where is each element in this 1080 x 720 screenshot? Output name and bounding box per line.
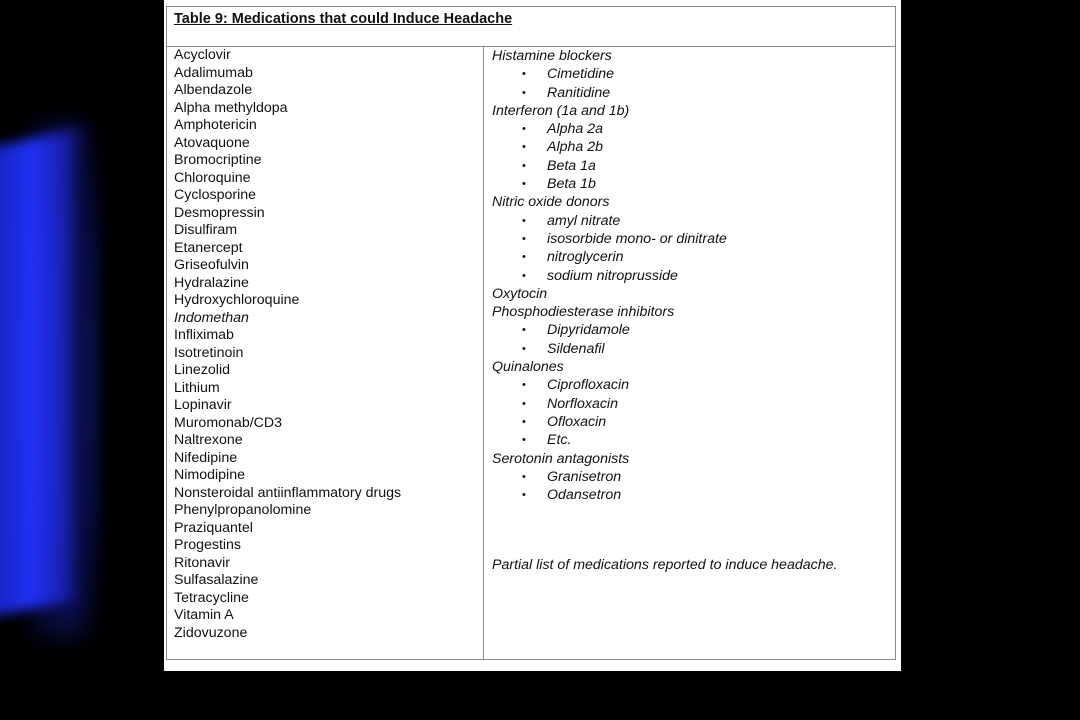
drug-item: Desmopressin	[174, 204, 265, 221]
drug-subitem	[492, 248, 892, 266]
drug-item: Sulfasalazine	[174, 572, 259, 588]
bullet-icon: •	[522, 379, 526, 392]
bullet-icon: •	[522, 86, 526, 99]
column-divider	[483, 47, 484, 659]
drug-subitem	[492, 431, 892, 449]
drug-item: Indomethan	[174, 309, 249, 326]
drug-category: Interferon (1a and 1b)	[492, 102, 630, 119]
table-note: Partial list of medications reported to induce headache.	[492, 557, 838, 573]
drug-subitem	[492, 84, 892, 102]
drug-subitem-label: Beta 1a	[547, 157, 596, 174]
drug-item: Infliximab	[174, 327, 234, 343]
drug-item: Chloroquine	[174, 169, 251, 186]
drug-item: Lopinavir	[174, 397, 232, 413]
drug-subitem	[492, 486, 892, 504]
bullet-icon: •	[522, 214, 526, 227]
drug-subitem	[492, 376, 892, 394]
drug-item: Vitamin A	[174, 607, 234, 623]
bullet-icon: •	[522, 232, 526, 245]
bullet-icon: •	[522, 415, 526, 428]
drug-category: Oxytocin	[492, 285, 548, 302]
drug-subitem-label: Dipyridamole	[547, 322, 630, 339]
drug-subitem	[492, 212, 892, 230]
drug-subitem-label: isosorbide mono- or dinitrate	[547, 230, 727, 247]
drug-subitem	[492, 157, 892, 175]
bullet-icon: •	[522, 141, 526, 154]
drug-subitem-label: sodium nitroprusside	[547, 267, 678, 284]
drug-item: Albendazole	[174, 82, 253, 98]
drug-item: Lithium	[174, 379, 220, 396]
bullet-icon: •	[522, 342, 526, 355]
drug-subitem	[492, 138, 892, 156]
bullet-icon: •	[522, 123, 526, 136]
drug-subitem	[492, 340, 892, 358]
drug-subitem	[492, 395, 892, 413]
drug-subitem-label: Granisetron	[547, 468, 622, 485]
drug-subitem-label: Ciprofloxacin	[547, 377, 630, 394]
document-page	[164, 0, 901, 671]
drug-subitem-label: Alpha 2a	[547, 121, 604, 138]
drug-subitem	[492, 65, 892, 83]
drug-subitem-label: Norfloxacin	[547, 395, 618, 412]
drug-subitem-label: Beta 1b	[547, 176, 596, 193]
bullet-icon: •	[522, 178, 526, 191]
drug-item: Isotretinoin	[174, 344, 244, 361]
drug-item: Nifedipine	[174, 449, 238, 466]
drug-item: Acyclovir	[174, 47, 231, 63]
drug-subitem-label: Odansetron	[547, 487, 622, 504]
drug-category: Nitric oxide donors	[492, 194, 610, 211]
drug-item: Griseofulvin	[174, 257, 249, 273]
drug-list-left	[174, 47, 474, 642]
drug-item: Alpha methyldopa	[174, 99, 288, 116]
drug-item: Atovaquone	[174, 134, 250, 151]
drug-subitem	[492, 175, 892, 193]
drug-subitem-label: Alpha 2b	[547, 139, 604, 156]
drug-item: Disulfiram	[174, 222, 238, 238]
drug-category: Histamine blockers	[492, 48, 612, 64]
drug-item: Ritonavir	[174, 554, 230, 571]
drug-subitem-label: Etc.	[547, 432, 572, 449]
medications-table	[166, 6, 896, 660]
drug-item: Cyclosporine	[174, 187, 257, 203]
drug-item: Muromonab/CD3	[174, 414, 283, 431]
drug-item: Linezolid	[174, 362, 231, 378]
drug-item: Praziquantel	[174, 519, 253, 536]
bullet-icon: •	[522, 489, 526, 502]
drug-subitem	[492, 468, 892, 486]
bullet-icon: •	[522, 397, 526, 410]
drug-subitem	[492, 413, 892, 431]
drug-item: Zidovuzone	[174, 624, 248, 641]
bullet-icon: •	[522, 470, 526, 483]
drug-item: Etanercept	[174, 239, 243, 256]
drug-subitem-label: Ofloxacin	[547, 413, 607, 430]
drug-category: Serotonin antagonists	[492, 450, 630, 467]
bullet-icon: •	[522, 68, 526, 81]
bullet-icon: •	[522, 251, 526, 264]
drug-subitem	[492, 230, 892, 248]
drug-item: Progestins	[174, 537, 242, 553]
drug-subitem	[492, 120, 892, 138]
bullet-icon: •	[522, 434, 526, 447]
drug-item: Hydralazine	[174, 274, 249, 291]
drug-item: Adalimumab	[174, 64, 253, 81]
drug-subitem	[492, 267, 892, 285]
table-body	[167, 47, 895, 659]
drug-subitem	[492, 321, 892, 339]
blue-accent-decoration	[0, 126, 90, 624]
drug-subitem-label: Sildenafil	[547, 340, 605, 357]
drug-subitem-label: nitroglycerin	[547, 249, 624, 266]
drug-item: Tetracycline	[174, 589, 249, 606]
drug-category: Quinalones	[492, 359, 564, 376]
table-title: Table 9: Medications that could Induce Headache	[167, 7, 895, 47]
drug-item: Nonsteroidal antiinflammatory drugs	[174, 484, 402, 501]
drug-categories-right	[492, 47, 892, 504]
drug-item: Naltrexone	[174, 432, 243, 448]
drug-item: Hydroxychloroquine	[174, 292, 300, 308]
drug-category: Phosphodiesterase inhibitors	[492, 304, 675, 321]
drug-item: Phenylpropanolomine	[174, 502, 312, 518]
drug-item: Bromocriptine	[174, 152, 262, 168]
drug-subitem-label: Ranitidine	[547, 84, 611, 101]
drug-item: Nimodipine	[174, 467, 245, 483]
drug-item: Amphotericin	[174, 117, 257, 133]
bullet-icon: •	[522, 159, 526, 172]
bullet-icon: •	[522, 324, 526, 337]
bullet-icon: •	[522, 269, 526, 282]
drug-subitem-label: Cimetidine	[547, 66, 615, 83]
drug-subitem-label: amyl nitrate	[547, 212, 621, 229]
